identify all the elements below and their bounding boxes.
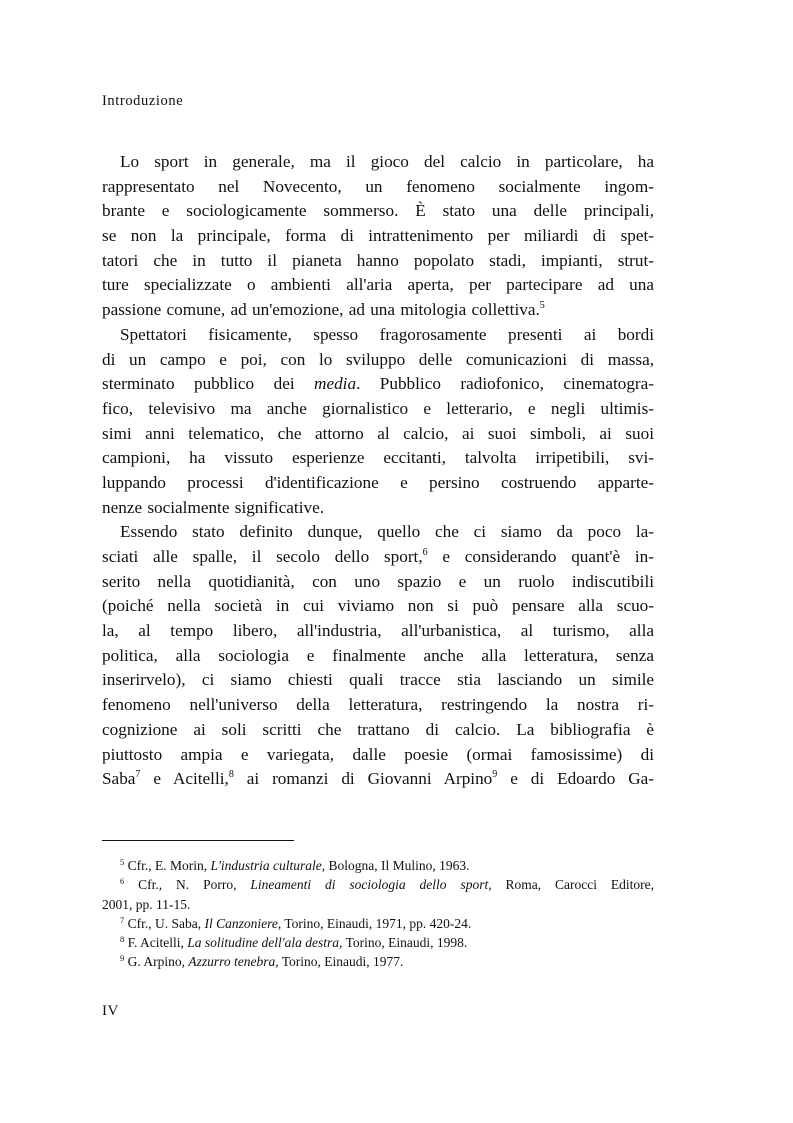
footnote-6-continued: 2001, pp. 11-15. — [102, 896, 191, 912]
footnote-8 — [102, 933, 654, 952]
footnote-number: 8 — [120, 934, 125, 945]
footnote-text: Torino, Einaudi, 1998. — [342, 935, 468, 951]
line-text: ai romanzi di Giovanni Arpino — [233, 769, 493, 789]
line-text: e considerando quant'è in- — [427, 547, 654, 566]
line-text: e Acitelli, — [140, 769, 229, 789]
text-line: Spettatori fisicamente, spesso fragorosamente presenti ai bordi — [120, 324, 654, 344]
text-line: campioni, ha vissuto esperienze eccitanti, talvolta irripetibili, svi- — [102, 448, 654, 468]
text-line — [102, 372, 654, 397]
footnote-text: F. Acitelli, — [124, 935, 188, 951]
text-line: ture specializzate o ambienti all'aria aperta, per partecipare ad una — [102, 275, 654, 295]
text-line: fico, televisivo ma anche giornalistico e letterario, e negli ultimis- — [102, 398, 654, 418]
text-line: politica, alla sociologia e finalmente anche alla letteratura, senza — [102, 645, 654, 665]
footnote-title: Azzurro tenebra, — [188, 954, 279, 970]
text-line — [102, 767, 654, 792]
footnote-ref[interactable]: 9 — [492, 769, 498, 781]
footnote-text: Torino, Einaudi, 1977. — [278, 954, 404, 970]
footnote-9 — [102, 952, 654, 971]
footnote-ref[interactable]: 6 — [422, 547, 428, 558]
text-line: Lo sport in generale, ma il gioco del calcio in particolare, ha — [120, 152, 654, 171]
text-line — [102, 545, 654, 570]
footnote-5 — [102, 856, 654, 875]
text-line: cognizione ai soli scritti che trattano di calcio. La bibliografia è — [102, 719, 654, 739]
footnote-ref[interactable]: 8 — [228, 769, 234, 781]
body-text — [102, 150, 654, 792]
footnote-text: Cfr., N. Porro, — [124, 877, 251, 893]
text-line: luppando processi d'identificazione e persino costruendo apparte- — [102, 472, 654, 492]
footnote-title: La solitudine dell'ala destra, — [187, 935, 343, 951]
line-text: sciati alle spalle, il secolo dello sport, — [102, 547, 423, 566]
footnote-title: L'industria culturale, — [210, 858, 326, 873]
text-line: (poiché nella società in cui viviamo non si può pensare alla scuo- — [102, 596, 654, 616]
line-text: e di Edoardo Ga- — [497, 769, 654, 789]
footnote-separator — [102, 840, 294, 841]
line-text: passione comune, ad un'emozione, ad una mitologia collettiva. — [102, 300, 540, 320]
text-line: la, al tempo libero, all'industria, all'urbanistica, al turismo, alla — [102, 621, 654, 641]
text-line: serito nella quotidianità, con uno spazio e un ruolo indiscutibili — [102, 571, 654, 591]
footnote-text: Cfr., U. Saba, — [124, 915, 205, 931]
running-header: Introduzione — [102, 93, 184, 109]
text-line: nenze socialmente significative. — [102, 497, 325, 517]
text-line: se non la principale, forma di intrattenimento per miliardi di spet- — [102, 226, 654, 246]
text-line: simi anni telematico, che attorno al calcio, ai suoi simboli, ai suoi — [102, 423, 654, 443]
footnote-text: G. Arpino, — [124, 954, 189, 970]
text-line: piuttosto ampia e variegata, dalle poesie (ormai famosissime) di — [102, 744, 654, 764]
text-line: Essendo stato definito dunque, quello che ci siamo da poco la- — [120, 522, 654, 542]
footnote-title: Lineamenti di sociologia dello sport, — [250, 877, 492, 893]
text-line: rappresentato nel Novecento, un fenomeno socialmente ingom- — [102, 176, 654, 196]
footnote-number: 6 — [120, 876, 125, 887]
page-number: IV — [102, 1003, 119, 1019]
footnote-text: Torino, Einaudi, 1971, pp. 420-24. — [281, 915, 472, 931]
footnote-7 — [102, 914, 654, 933]
footnote-number: 5 — [120, 857, 125, 867]
footnote-text: Roma, Carocci Editore, — [491, 877, 655, 893]
footnote-title: Il Canzoniere, — [204, 915, 282, 931]
footnote-ref[interactable]: 5 — [539, 300, 545, 312]
line-text: sterminato pubblico dei — [102, 374, 315, 394]
text-line: brante e sociologicamente sommerso. È stato una delle principali, — [102, 201, 654, 221]
emphasis: media — [314, 374, 357, 394]
footnote-number: 7 — [120, 914, 125, 925]
footnotes — [102, 856, 654, 972]
text-line: fenomeno nell'universo della letteratura, restringendo la nostra ri- — [102, 695, 654, 715]
footnote-number: 9 — [120, 953, 125, 964]
footnote-text: Cfr., E. Morin, — [124, 858, 211, 873]
line-text: . Pubblico radiofonico, cinematogra- — [356, 374, 654, 394]
text-line: tatori che in tutto il pianeta hanno popolato stadi, impianti, strut- — [102, 250, 654, 270]
text-line — [102, 298, 654, 323]
footnote-6 — [102, 875, 654, 894]
text-line: inserirvelo), ci siamo chiesti quali tracce stia lasciando un simile — [102, 670, 654, 690]
text-line: di un campo e poi, con lo sviluppo delle comunicazioni di massa, — [102, 349, 654, 369]
footnote-text: Bologna, Il Mulino, 1963. — [325, 858, 470, 873]
line-text: Saba — [102, 769, 136, 789]
footnote-ref[interactable]: 7 — [135, 769, 141, 781]
